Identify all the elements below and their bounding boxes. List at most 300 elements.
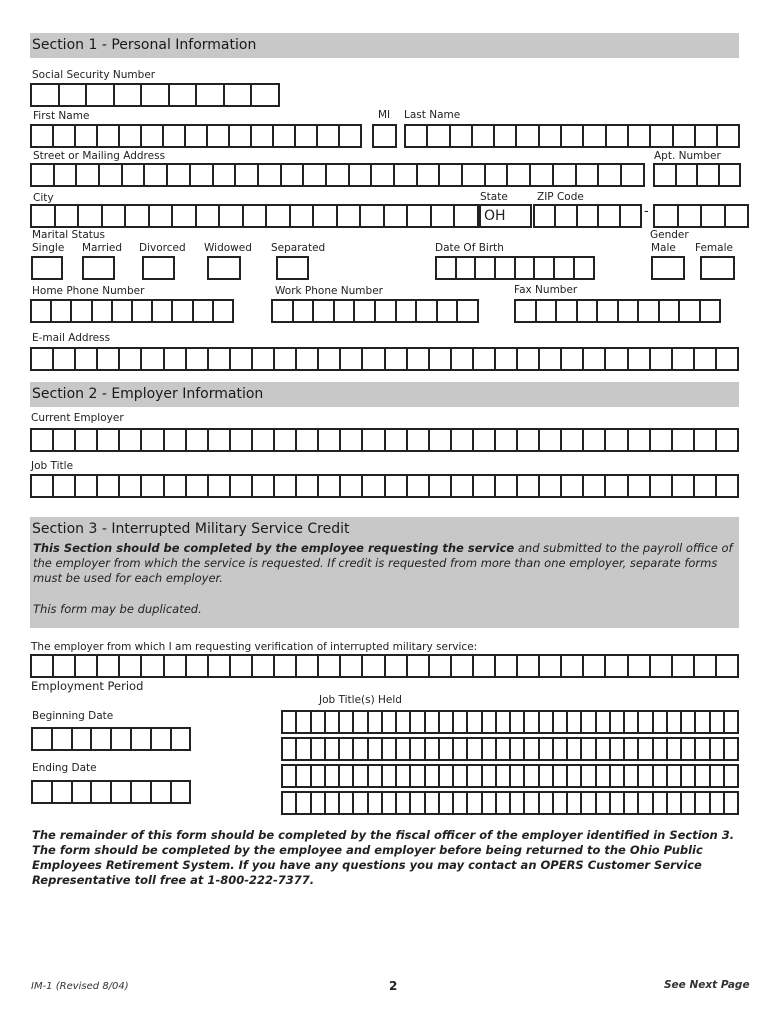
char-cell[interactable] — [474, 474, 496, 498]
char-cell[interactable] — [677, 163, 699, 187]
char-cell[interactable] — [486, 163, 509, 187]
char-cell[interactable] — [191, 163, 214, 187]
char-cell[interactable] — [326, 710, 340, 734]
char-cell[interactable] — [282, 163, 305, 187]
dob-field[interactable] — [435, 256, 595, 280]
char-cell[interactable] — [32, 299, 52, 323]
char-cell[interactable] — [142, 124, 164, 148]
char-cell[interactable] — [575, 256, 595, 280]
char-cell[interactable] — [497, 764, 511, 788]
char-cell[interactable] — [725, 764, 739, 788]
char-cell[interactable] — [53, 727, 73, 751]
char-cell[interactable] — [454, 791, 468, 815]
char-cell[interactable] — [651, 428, 673, 452]
last-name-field[interactable] — [404, 124, 740, 148]
mi-field[interactable] — [372, 124, 397, 148]
job-title-field[interactable] — [30, 474, 739, 498]
char-cell[interactable] — [312, 791, 326, 815]
char-cell[interactable] — [496, 654, 518, 678]
char-cell[interactable] — [397, 299, 418, 323]
char-cell[interactable] — [225, 83, 253, 107]
char-cell[interactable] — [625, 764, 639, 788]
char-cell[interactable] — [253, 654, 275, 678]
char-cell[interactable] — [695, 428, 717, 452]
char-cell[interactable] — [625, 791, 639, 815]
char-cell[interactable] — [112, 727, 132, 751]
char-cell[interactable] — [187, 474, 209, 498]
char-cell[interactable] — [540, 791, 554, 815]
char-cell[interactable] — [554, 764, 568, 788]
marital-divorced-checkbox[interactable] — [142, 256, 175, 280]
char-cell[interactable] — [430, 474, 452, 498]
char-cell[interactable] — [145, 163, 168, 187]
char-cell[interactable] — [383, 764, 397, 788]
char-cell[interactable] — [340, 737, 354, 761]
char-cell[interactable] — [673, 428, 695, 452]
char-cell[interactable] — [717, 428, 739, 452]
char-cell[interactable] — [372, 163, 395, 187]
char-cell[interactable] — [440, 163, 463, 187]
char-cell[interactable] — [164, 124, 186, 148]
char-cell[interactable] — [437, 256, 457, 280]
char-cell[interactable] — [568, 710, 582, 734]
char-cell[interactable] — [252, 124, 274, 148]
char-cell[interactable] — [451, 124, 473, 148]
char-cell[interactable] — [126, 204, 150, 228]
char-cell[interactable] — [426, 791, 440, 815]
char-cell[interactable] — [654, 737, 668, 761]
char-cell[interactable] — [408, 428, 430, 452]
char-cell[interactable] — [516, 299, 537, 323]
char-cell[interactable] — [120, 124, 142, 148]
char-cell[interactable] — [275, 654, 297, 678]
char-cell[interactable] — [335, 299, 356, 323]
char-cell[interactable] — [540, 737, 554, 761]
char-cell[interactable] — [598, 299, 619, 323]
char-cell[interactable] — [606, 347, 628, 371]
char-cell[interactable] — [236, 163, 259, 187]
char-cell[interactable] — [725, 710, 739, 734]
char-cell[interactable] — [252, 83, 280, 107]
char-cell[interactable] — [695, 654, 717, 678]
char-cell[interactable] — [170, 83, 198, 107]
char-cell[interactable] — [142, 83, 170, 107]
char-cell[interactable] — [568, 737, 582, 761]
char-cell[interactable] — [318, 124, 340, 148]
job-titles-held-row-2[interactable] — [281, 737, 739, 761]
char-cell[interactable] — [297, 737, 311, 761]
char-cell[interactable] — [540, 428, 562, 452]
apt-field[interactable] — [653, 163, 741, 187]
char-cell[interactable] — [673, 654, 695, 678]
char-cell[interactable] — [599, 163, 622, 187]
char-cell[interactable] — [582, 791, 596, 815]
char-cell[interactable] — [654, 764, 668, 788]
first-name-field[interactable] — [30, 124, 362, 148]
char-cell[interactable] — [165, 347, 187, 371]
char-cell[interactable] — [629, 654, 651, 678]
char-cell[interactable] — [540, 124, 562, 148]
char-cell[interactable] — [33, 780, 53, 804]
char-cell[interactable] — [556, 204, 577, 228]
char-cell[interactable] — [474, 347, 496, 371]
char-cell[interactable] — [385, 204, 409, 228]
char-cell[interactable] — [411, 710, 425, 734]
char-cell[interactable] — [283, 737, 297, 761]
char-cell[interactable] — [540, 710, 554, 734]
char-cell[interactable] — [338, 204, 362, 228]
char-cell[interactable] — [294, 299, 315, 323]
char-cell[interactable] — [244, 204, 268, 228]
char-cell[interactable] — [112, 780, 132, 804]
char-cell[interactable] — [173, 204, 197, 228]
char-cell[interactable] — [497, 710, 511, 734]
char-cell[interactable] — [578, 204, 599, 228]
char-cell[interactable] — [208, 124, 230, 148]
char-cell[interactable] — [597, 764, 611, 788]
char-cell[interactable] — [411, 764, 425, 788]
char-cell[interactable] — [468, 764, 482, 788]
char-cell[interactable] — [209, 347, 231, 371]
ssn-field[interactable] — [30, 83, 280, 107]
zip-field[interactable] — [533, 204, 642, 228]
char-cell[interactable] — [297, 764, 311, 788]
char-cell[interactable] — [98, 474, 120, 498]
char-cell[interactable] — [32, 654, 54, 678]
char-cell[interactable] — [408, 347, 430, 371]
char-cell[interactable] — [54, 124, 76, 148]
char-cell[interactable] — [682, 764, 696, 788]
char-cell[interactable] — [540, 347, 562, 371]
char-cell[interactable] — [711, 737, 725, 761]
char-cell[interactable] — [468, 737, 482, 761]
char-cell[interactable] — [496, 428, 518, 452]
char-cell[interactable] — [597, 791, 611, 815]
char-cell[interactable] — [629, 474, 651, 498]
char-cell[interactable] — [386, 428, 408, 452]
char-cell[interactable] — [562, 347, 584, 371]
char-cell[interactable] — [511, 737, 525, 761]
char-cell[interactable] — [354, 737, 368, 761]
char-cell[interactable] — [679, 204, 703, 228]
char-cell[interactable] — [582, 764, 596, 788]
char-cell[interactable] — [363, 474, 385, 498]
char-cell[interactable] — [319, 428, 341, 452]
char-cell[interactable] — [562, 474, 584, 498]
char-cell[interactable] — [417, 299, 438, 323]
char-cell[interactable] — [98, 428, 120, 452]
char-cell[interactable] — [496, 256, 516, 280]
char-cell[interactable] — [214, 163, 237, 187]
char-cell[interactable] — [253, 347, 275, 371]
char-cell[interactable] — [340, 710, 354, 734]
char-cell[interactable] — [314, 204, 338, 228]
char-cell[interactable] — [194, 299, 214, 323]
char-cell[interactable] — [582, 737, 596, 761]
char-cell[interactable] — [562, 654, 584, 678]
char-cell[interactable] — [711, 791, 725, 815]
char-cell[interactable] — [231, 654, 253, 678]
char-cell[interactable] — [267, 204, 291, 228]
char-cell[interactable] — [297, 791, 311, 815]
char-cell[interactable] — [682, 710, 696, 734]
char-cell[interactable] — [668, 737, 682, 761]
char-cell[interactable] — [611, 791, 625, 815]
home-phone-field[interactable] — [30, 299, 234, 323]
char-cell[interactable] — [361, 204, 385, 228]
char-cell[interactable] — [142, 474, 164, 498]
char-cell[interactable] — [426, 764, 440, 788]
char-cell[interactable] — [32, 83, 60, 107]
char-cell[interactable] — [696, 124, 718, 148]
char-cell[interactable] — [717, 474, 739, 498]
char-cell[interactable] — [231, 347, 253, 371]
char-cell[interactable] — [386, 347, 408, 371]
char-cell[interactable] — [350, 163, 373, 187]
char-cell[interactable] — [606, 474, 628, 498]
char-cell[interactable] — [165, 654, 187, 678]
char-cell[interactable] — [607, 124, 629, 148]
char-cell[interactable] — [668, 764, 682, 788]
char-cell[interactable] — [562, 124, 584, 148]
char-cell[interactable] — [297, 654, 319, 678]
char-cell[interactable] — [577, 163, 600, 187]
char-cell[interactable] — [606, 428, 628, 452]
char-cell[interactable] — [312, 737, 326, 761]
char-cell[interactable] — [454, 764, 468, 788]
char-cell[interactable] — [540, 764, 554, 788]
char-cell[interactable] — [619, 299, 640, 323]
char-cell[interactable] — [326, 737, 340, 761]
char-cell[interactable] — [115, 83, 143, 107]
char-cell[interactable] — [326, 791, 340, 815]
char-cell[interactable] — [363, 428, 385, 452]
char-cell[interactable] — [297, 474, 319, 498]
char-cell[interactable] — [584, 654, 606, 678]
char-cell[interactable] — [165, 428, 187, 452]
char-cell[interactable] — [426, 710, 440, 734]
address-field[interactable] — [30, 163, 645, 187]
char-cell[interactable] — [622, 163, 645, 187]
char-cell[interactable] — [428, 124, 450, 148]
gender-female-checkbox[interactable] — [700, 256, 735, 280]
job-titles-held-row-4[interactable] — [281, 791, 739, 815]
char-cell[interactable] — [525, 737, 539, 761]
beginning-date-field[interactable] — [31, 727, 191, 751]
char-cell[interactable] — [259, 163, 282, 187]
char-cell[interactable] — [454, 710, 468, 734]
char-cell[interactable] — [186, 124, 208, 148]
char-cell[interactable] — [682, 791, 696, 815]
char-cell[interactable] — [568, 764, 582, 788]
char-cell[interactable] — [397, 710, 411, 734]
char-cell[interactable] — [319, 347, 341, 371]
char-cell[interactable] — [725, 737, 739, 761]
char-cell[interactable] — [54, 347, 76, 371]
char-cell[interactable] — [651, 124, 673, 148]
char-cell[interactable] — [452, 654, 474, 678]
char-cell[interactable] — [275, 347, 297, 371]
char-cell[interactable] — [187, 654, 209, 678]
char-cell[interactable] — [173, 299, 193, 323]
char-cell[interactable] — [340, 791, 354, 815]
char-cell[interactable] — [411, 791, 425, 815]
work-phone-field[interactable] — [271, 299, 479, 323]
char-cell[interactable] — [525, 764, 539, 788]
char-cell[interactable] — [452, 347, 474, 371]
char-cell[interactable] — [555, 256, 575, 280]
char-cell[interactable] — [568, 791, 582, 815]
char-cell[interactable] — [312, 710, 326, 734]
char-cell[interactable] — [172, 727, 192, 751]
char-cell[interactable] — [304, 163, 327, 187]
char-cell[interactable] — [172, 780, 192, 804]
marital-widowed-checkbox[interactable] — [207, 256, 241, 280]
char-cell[interactable] — [525, 710, 539, 734]
char-cell[interactable] — [440, 791, 454, 815]
char-cell[interactable] — [629, 347, 651, 371]
char-cell[interactable] — [483, 791, 497, 815]
char-cell[interactable] — [73, 727, 93, 751]
char-cell[interactable] — [56, 204, 80, 228]
char-cell[interactable] — [554, 710, 568, 734]
state-field[interactable]: OH — [479, 204, 532, 228]
char-cell[interactable] — [696, 791, 710, 815]
char-cell[interactable] — [473, 124, 495, 148]
char-cell[interactable] — [625, 737, 639, 761]
char-cell[interactable] — [695, 347, 717, 371]
char-cell[interactable] — [511, 791, 525, 815]
char-cell[interactable] — [651, 474, 673, 498]
char-cell[interactable] — [354, 791, 368, 815]
char-cell[interactable] — [452, 474, 474, 498]
char-cell[interactable] — [496, 474, 518, 498]
char-cell[interactable] — [682, 737, 696, 761]
char-cell[interactable] — [476, 256, 496, 280]
char-cell[interactable] — [483, 710, 497, 734]
char-cell[interactable] — [518, 654, 540, 678]
char-cell[interactable] — [695, 474, 717, 498]
char-cell[interactable] — [341, 347, 363, 371]
char-cell[interactable] — [702, 204, 726, 228]
char-cell[interactable] — [120, 428, 142, 452]
char-cell[interactable] — [454, 737, 468, 761]
char-cell[interactable] — [72, 299, 92, 323]
char-cell[interactable] — [54, 474, 76, 498]
char-cell[interactable] — [187, 428, 209, 452]
char-cell[interactable] — [52, 299, 72, 323]
fax-field[interactable] — [514, 299, 721, 323]
char-cell[interactable] — [98, 654, 120, 678]
char-cell[interactable] — [98, 347, 120, 371]
char-cell[interactable] — [554, 163, 577, 187]
char-cell[interactable] — [327, 163, 350, 187]
char-cell[interactable] — [535, 204, 556, 228]
char-cell[interactable] — [231, 474, 253, 498]
char-cell[interactable] — [432, 204, 456, 228]
char-cell[interactable] — [639, 737, 653, 761]
char-cell[interactable] — [557, 299, 578, 323]
char-cell[interactable] — [32, 204, 56, 228]
char-cell[interactable] — [606, 654, 628, 678]
char-cell[interactable] — [209, 428, 231, 452]
char-cell[interactable] — [73, 780, 93, 804]
marital-separated-checkbox[interactable] — [276, 256, 309, 280]
char-cell[interactable] — [341, 474, 363, 498]
char-cell[interactable] — [386, 474, 408, 498]
char-cell[interactable] — [92, 727, 112, 751]
char-cell[interactable] — [582, 710, 596, 734]
char-cell[interactable] — [32, 474, 54, 498]
char-cell[interactable] — [508, 163, 531, 187]
city-field[interactable] — [30, 204, 479, 228]
char-cell[interactable] — [142, 428, 164, 452]
char-cell[interactable] — [597, 737, 611, 761]
char-cell[interactable] — [717, 347, 739, 371]
char-cell[interactable] — [457, 256, 477, 280]
char-cell[interactable] — [133, 299, 153, 323]
char-cell[interactable] — [369, 737, 383, 761]
char-cell[interactable] — [54, 428, 76, 452]
char-cell[interactable] — [554, 791, 568, 815]
char-cell[interactable] — [468, 710, 482, 734]
current-employer-field[interactable] — [30, 428, 739, 452]
char-cell[interactable] — [584, 124, 606, 148]
char-cell[interactable] — [153, 299, 173, 323]
char-cell[interactable] — [273, 299, 294, 323]
char-cell[interactable] — [655, 163, 677, 187]
char-cell[interactable] — [291, 204, 315, 228]
gender-male-checkbox[interactable] — [651, 256, 685, 280]
char-cell[interactable] — [711, 710, 725, 734]
char-cell[interactable] — [673, 474, 695, 498]
char-cell[interactable] — [76, 347, 98, 371]
char-cell[interactable] — [32, 124, 54, 148]
email-field[interactable] — [30, 347, 739, 371]
char-cell[interactable] — [584, 428, 606, 452]
char-cell[interactable] — [79, 204, 103, 228]
char-cell[interactable] — [660, 299, 681, 323]
char-cell[interactable] — [525, 791, 539, 815]
char-cell[interactable] — [725, 791, 739, 815]
char-cell[interactable] — [535, 256, 555, 280]
char-cell[interactable] — [483, 737, 497, 761]
char-cell[interactable] — [132, 780, 152, 804]
char-cell[interactable] — [430, 428, 452, 452]
char-cell[interactable] — [283, 764, 297, 788]
char-cell[interactable] — [497, 791, 511, 815]
char-cell[interactable] — [483, 764, 497, 788]
char-cell[interactable] — [197, 204, 221, 228]
char-cell[interactable] — [720, 163, 742, 187]
char-cell[interactable] — [152, 727, 172, 751]
char-cell[interactable] — [611, 737, 625, 761]
char-cell[interactable] — [531, 163, 554, 187]
char-cell[interactable] — [297, 428, 319, 452]
char-cell[interactable] — [230, 124, 252, 148]
char-cell[interactable] — [474, 428, 496, 452]
char-cell[interactable] — [629, 428, 651, 452]
char-cell[interactable] — [455, 204, 479, 228]
char-cell[interactable] — [132, 727, 152, 751]
marital-married-checkbox[interactable] — [82, 256, 115, 280]
char-cell[interactable] — [77, 163, 100, 187]
char-cell[interactable] — [668, 791, 682, 815]
char-cell[interactable] — [680, 299, 701, 323]
char-cell[interactable] — [698, 163, 720, 187]
marital-single-checkbox[interactable] — [31, 256, 63, 280]
char-cell[interactable] — [511, 764, 525, 788]
